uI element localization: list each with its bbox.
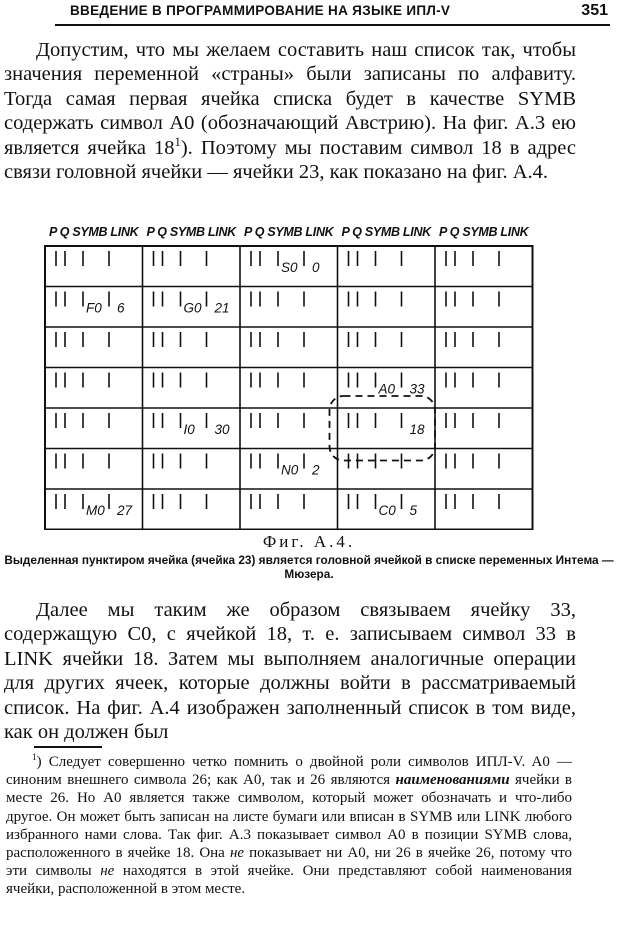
page-number: 351 <box>581 2 608 19</box>
cell-symb-value: S0 <box>281 260 298 275</box>
cell-link-value: 30 <box>214 422 230 437</box>
column-header: P Q SYMB LINK <box>439 225 529 239</box>
cell-symb-value: M0 <box>86 503 105 518</box>
footnote-rule <box>34 746 102 748</box>
cell-symb-value: G0 <box>183 300 202 316</box>
paragraph-1-text: Допустим, что мы желаем составить наш список так, чтобы значения переменной «страны» были записаны по алфавиту. Тогда самая первая ячейка списка будет в качестве SYMB содержать символ A0 (обозначающий Австрию). На фиг. А.3 ею является ячейка 18 <box>4 39 576 159</box>
cell-link-value: 6 <box>117 300 125 316</box>
paragraph-1-end: ). Поэтому мы поставим символ 18 в адрес связи головной ячейки — ячейки 23, как показано на фиг. А.4. <box>4 136 577 184</box>
cell-symb-value: N0 <box>281 462 299 478</box>
cell-link-value: 2 <box>312 462 320 478</box>
figure-a4-diagram <box>0 210 620 530</box>
footnote-ref: 1 <box>174 134 181 149</box>
cell-symb-value: F0 <box>86 300 102 316</box>
cell-symb-value: C0 <box>378 503 396 518</box>
cell-link-value: 0 <box>312 260 320 275</box>
footnote-part-3: показывает ни A0, ни 26 в ячейке 26, потому что эти символы <box>6 845 572 880</box>
paragraph-2-text: Далее мы таким же образом связываем ячейку 33, содержащую C0, с ячейкой 18, т. е. записываем символ 33 в LINK ячейки 18. Затем мы выполняем аналогичные операции для других ячеек, которые должны войти в рассматриваемый список. На фиг. А.4 изображен заполненный список в том виде, как он должен был <box>4 599 576 744</box>
figure-caption-title: Фиг. А.4. <box>262 532 356 551</box>
column-header: P Q SYMB LINK <box>49 225 139 239</box>
paragraph-2 <box>4 598 576 744</box>
cell-symb-value: A0 <box>378 381 396 397</box>
column-header: P Q SYMB LINK <box>244 225 334 239</box>
footnote-mark: 1 <box>32 753 37 763</box>
list-memory-grid <box>0 210 620 530</box>
column-header: P Q SYMB LINK <box>146 225 236 239</box>
cell-symb-value: I0 <box>183 422 195 437</box>
header-rule <box>55 24 610 26</box>
column-header: P Q SYMB LINK <box>341 225 431 239</box>
cell-link-value: 5 <box>409 503 418 518</box>
grid-frame <box>45 246 533 530</box>
paragraph-1 <box>4 38 576 184</box>
cell-link-value: 33 <box>409 381 425 397</box>
figure-caption-text: Выделенная пунктиром ячейка (ячейка 23) является головной ячейкой в списке переменных Интема — Мюзера. <box>4 553 614 581</box>
footnote-part-2: ячейки в месте 26. Но A0 является также символом, который может обозначать и что-либо другое. Он может быть записан на листе бумаги или вписан в SYMB или LINK любого избранного нами слова. Так фиг. А.3 показывает символ A0 в позиции SYMB слова, расположенного в ячейке 18. Она <box>6 772 572 862</box>
cell-link-value: 21 <box>214 300 230 316</box>
footnote-emphasis-1: наименованиями <box>395 772 510 789</box>
footnote-emphasis-3: не <box>100 863 115 880</box>
cell-link-value: 18 <box>409 422 425 437</box>
footnote-part-4: находятся в этой ячейке. Они представляют собой наименования ячейки, расположенной в этом месте. <box>6 863 572 898</box>
footnote <box>6 753 572 899</box>
footnote-emphasis-2: не <box>229 845 245 862</box>
footnote-part-1: ) Следует совершенно четко помнить о двойной роли символов ИПЛ-V. A0 — синоним внешнего символа 26; как A0, так и 26 являются <box>6 754 572 789</box>
cell-link-value: 27 <box>117 503 133 518</box>
header-title: ВВЕДЕНИЕ В ПРОГРАММИРОВАНИЕ НА ЯЗЫКЕ ИПЛ-V <box>70 3 451 18</box>
